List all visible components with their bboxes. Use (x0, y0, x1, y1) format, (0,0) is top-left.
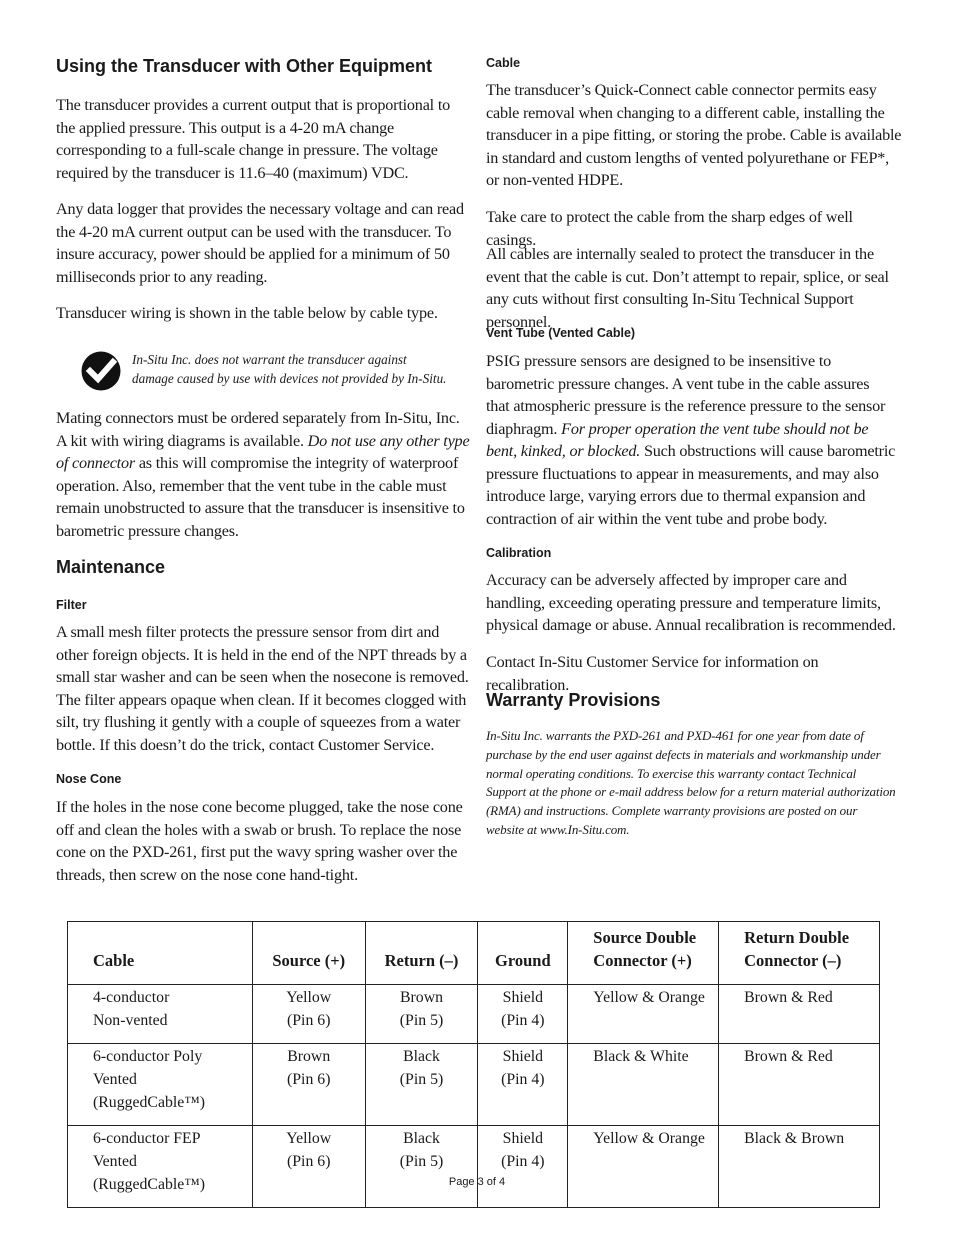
checkmark-icon (80, 350, 122, 392)
subheading-calibration: Calibration (486, 546, 552, 560)
cell-ground: Shield (Pin 4) (478, 985, 568, 1044)
header-source: Source (+) (252, 922, 365, 985)
cell-ground: Shield (Pin 4) (478, 1044, 568, 1126)
heading-using-transducer: Using the Transducer with Other Equipment (56, 56, 433, 76)
header-return-double: Return Double Connector (–) (719, 922, 880, 985)
cell-ground: Shield (Pin 4) (478, 1126, 568, 1208)
cell-source: Yellow (Pin 6) (252, 1126, 365, 1208)
paragraph-mating-connectors: Mating connectors must be ordered separately from In-Situ, Inc. A kit with wiring diagrams is available. Do not use any other type of connector as this will compromise the integrity of waterproof operation. Also, remember that the vent tube in the cable must remain unobstructed to assure that the transducer is insensitive to barometric pressure changes. (56, 409, 470, 540)
cell-return-double: Brown & Red (719, 985, 880, 1044)
page-number: Page 3 of 4 (448, 1176, 506, 1188)
cell-source-double: Yellow & Orange (568, 985, 719, 1044)
cell-cable: 6-conductor Poly Vented (RuggedCable™) (68, 1044, 253, 1126)
cell-source: Yellow (Pin 6) (252, 985, 365, 1044)
cell-source-double: Black & White (568, 1044, 719, 1126)
paragraph-data-logger: Any data logger that provides the necessary voltage and can read the 4-20 mA current output can be used with the transducer. To insure accuracy, power should be applied for a minimum of 50 milliseconds prior to any reading. (56, 200, 464, 286)
paragraph-warranty: In-Situ Inc. warrants the PXD-261 and PXD-461 for one year from date of purchase by the end user against defects in materials and workmanship under normal operating conditions. To exercise this warranty contact Technical Support at the phone or e-mail address below for a return material authorization (RMA) and instructions. Complete warranty provisions are posted on our website at www.In-Situ.com. (486, 728, 896, 837)
heading-maintenance: Maintenance (56, 557, 166, 577)
paragraph-cable-connector: The transducer’s Quick-Connect cable connector permits easy cable removal when changing to a different cable, installing the transducer in a pipe fitting, or storing the probe. Cable is available in standard and custom lengths of vented polyurethane or FEP*, or non-vented HDPE. (486, 81, 902, 189)
cell-cable: 6-conductor FEP Vented (RuggedCable™) (68, 1126, 253, 1208)
cell-return: Black (Pin 5) (365, 1044, 478, 1126)
paragraph-nose-cone: If the holes in the nose cone become plugged, take the nose cone off and clean the holes with a swab or brush. To replace the nose cone on the PXD-261, first put the wavy spring washer over the threads, then screw on the nose cone hand-tight. (56, 798, 463, 884)
header-cable: Cable (68, 922, 253, 985)
subheading-nose-cone: Nose Cone (56, 772, 122, 786)
paragraph-cable-protect: Take care to protect the cable from the sharp edges of well casings. (486, 208, 853, 249)
wiring-table (67, 921, 880, 1208)
cell-return-double: Black & Brown (719, 1126, 880, 1208)
cell-return: Black (Pin 5) (365, 1126, 478, 1208)
cell-source: Brown (Pin 6) (252, 1044, 365, 1126)
cell-return-double: Brown & Red (719, 1044, 880, 1126)
cell-return: Brown (Pin 5) (365, 985, 478, 1044)
table-row (68, 1044, 880, 1126)
cell-source-double: Yellow & Orange (568, 1126, 719, 1208)
paragraph-calibration: Accuracy can be adversely affected by improper care and handling, exceeding operating pressure and temperature limits, physical damage or abuse. Annual recalibration is recommended. (486, 571, 896, 634)
paragraph-wiring-intro: Transducer wiring is shown in the table below by cable type. (56, 304, 438, 322)
header-return: Return (–) (365, 922, 478, 985)
table-header-row (68, 922, 880, 985)
table-row (68, 1126, 880, 1208)
subheading-vent-tube: Vent Tube (Vented Cable) (486, 326, 636, 340)
note-text: In-Situ Inc. does not warrant the transducer against damage caused by use with devices not provided by In-Situ. (132, 352, 447, 386)
header-ground: Ground (478, 922, 568, 985)
heading-warranty: Warranty Provisions (486, 690, 661, 710)
paragraph-recalibration-contact: Contact In-Situ Customer Service for information on recalibration. (486, 653, 819, 694)
subheading-cable: Cable (486, 56, 521, 70)
paragraph-filter: A small mesh filter protects the pressure sensor from dirt and other foreign objects. It is held in the end of the NPT threads by a small star washer and can be seen when the nosecone is removed. The filter appears opaque when clean. If it becomes clogged with silt, try flushing it gently with a couple of squeezes from a water bottle. If this doesn’t do the trick, contact Customer Service. (56, 623, 469, 754)
subheading-filter: Filter (56, 598, 87, 612)
header-source-double: Source Double Connector (+) (568, 922, 719, 985)
table-row (68, 985, 880, 1044)
paragraph-cable-sealed: All cables are internally sealed to protect the transducer in the event that the cable is cut. Don’t attempt to repair, splice, or seal any cuts without first consulting In-Situ Technical Support personnel. (486, 245, 889, 331)
paragraph-vent-tube: PSIG pressure sensors are designed to be insensitive to barometric pressure changes. A vent tube in the cable assures that atmospheric pressure is the reference pressure to the sensor diaphragm. For proper operation the vent tube should not be bent, kinked, or blocked. Such obstructions will cause barometric pressure fluctuations to appear in measurements, and may also introduce large, varying errors due to thermal expansion and contraction of air within the vent tube and probe body. (486, 352, 896, 528)
cell-cable: 4-conductor Non-vented (68, 985, 253, 1044)
paragraph-current-output: The transducer provides a current output that is proportional to the applied pressure. This output is a 4-20 mA change corresponding to a full-scale change in pressure. The voltage required by the transducer is 11.6–40 (maximum) VDC. (56, 96, 451, 182)
